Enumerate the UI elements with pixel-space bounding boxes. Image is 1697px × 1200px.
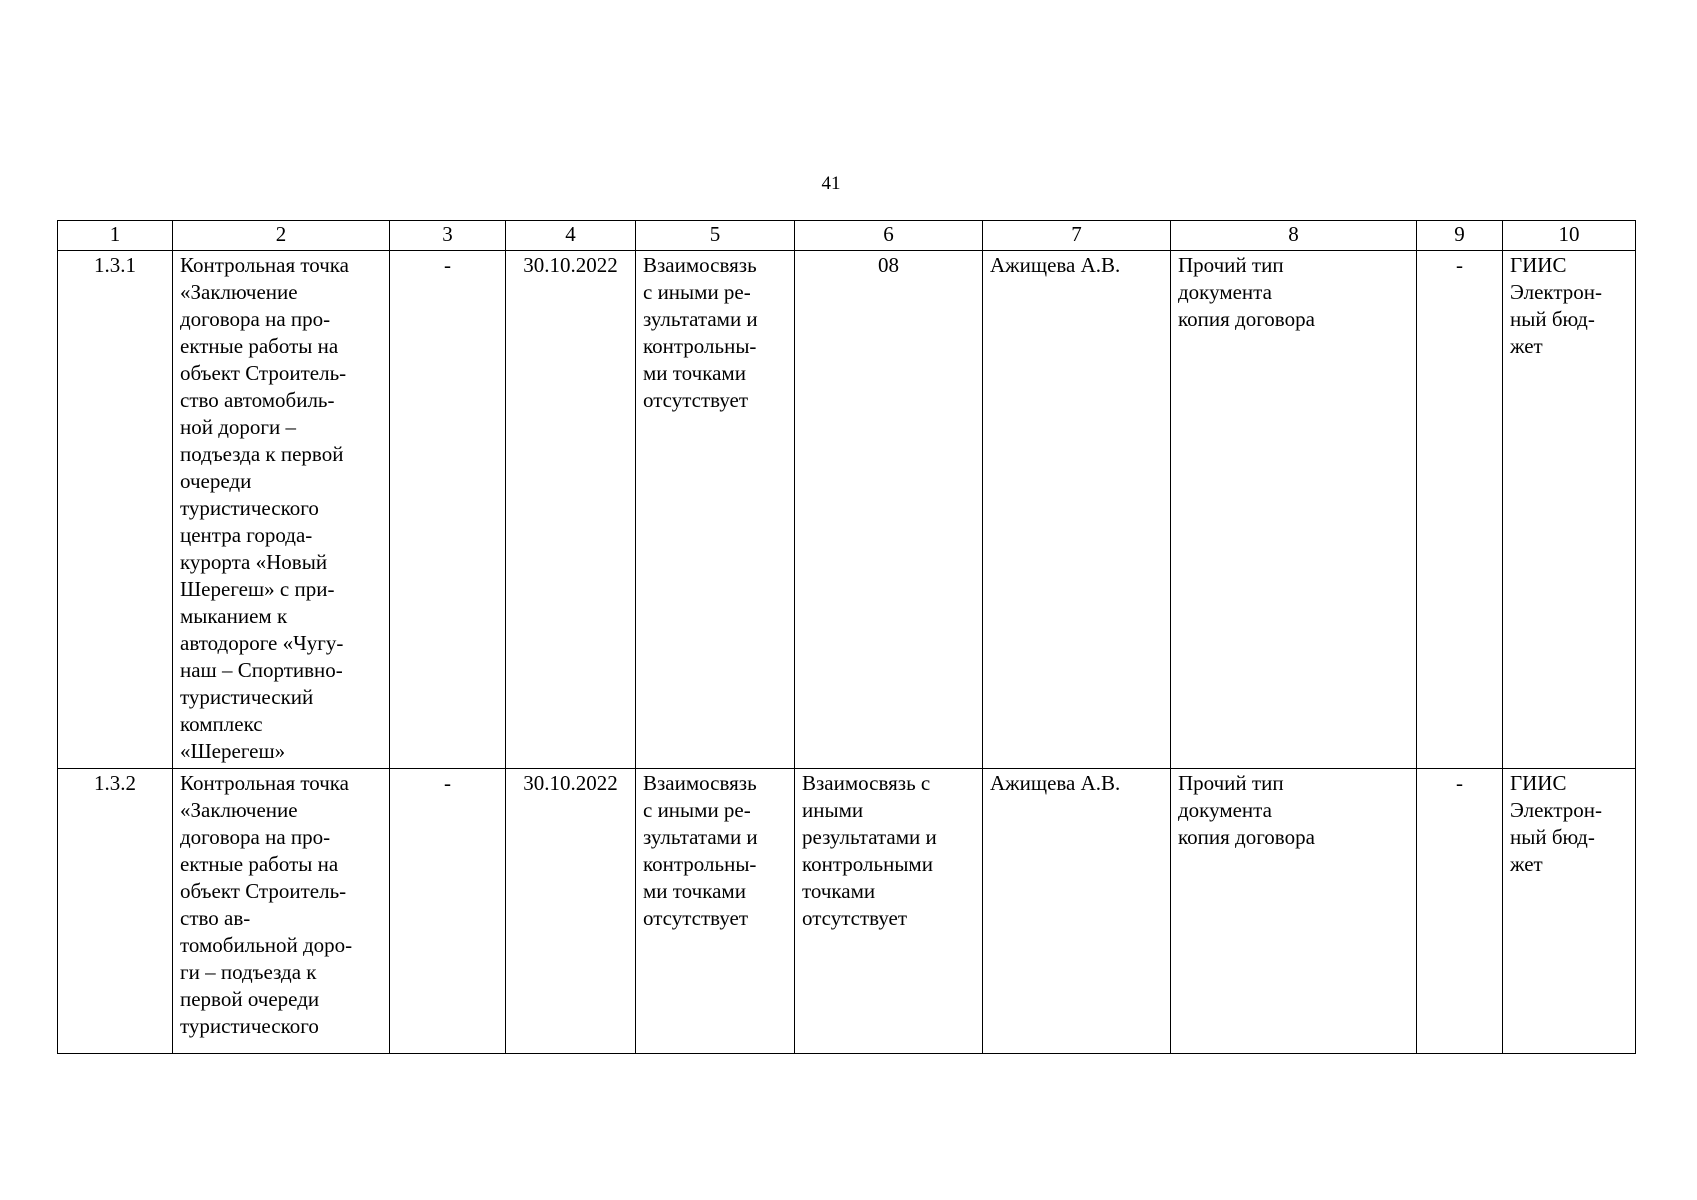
- column-header: 3: [390, 221, 506, 251]
- column-header: 7: [983, 221, 1171, 251]
- page-number: 41: [821, 173, 841, 194]
- table-header-row: [58, 221, 1636, 251]
- relation-cell: Взаимосвязь с иными ре- зультатами и контрольны- ми точками отсутствует: [636, 251, 795, 769]
- column-6-cell: Взаимосвязь с иными результатами и контрольными точками отсутствует: [795, 769, 983, 1054]
- document-type-cell: Прочий тип документа копия договора: [1171, 251, 1417, 769]
- table-row: [58, 251, 1636, 769]
- column-header: 1: [58, 221, 173, 251]
- column-header: 6: [795, 221, 983, 251]
- control-point-name-cell: Контрольная точка «Заключение договора на про- ектные работы на объект Строитель- ство автомобиль- ной дороги – подъезда к первой очереди туристического центра города- курорта «Новый Шерегеш» с при- мыканием к автодороге «Чугу- наш – Спортивно- туристический комплекс «Шерегеш»: [173, 251, 390, 769]
- plan-table: [57, 220, 1636, 1054]
- relation-cell: Взаимосвязь с иными ре- зультатами и контрольны- ми точками отсутствует: [636, 769, 795, 1054]
- date-cell: 30.10.2022: [506, 769, 636, 1054]
- responsible-cell: Ажищева А.В.: [983, 769, 1171, 1054]
- information-system-cell: ГИИС Электрон- ный бюд- жет: [1503, 769, 1636, 1054]
- table-row: [58, 769, 1636, 1054]
- column-header: 4: [506, 221, 636, 251]
- column-header: 2: [173, 221, 390, 251]
- column-header: 10: [1503, 221, 1636, 251]
- column-3-cell: -: [390, 769, 506, 1054]
- row-number-cell: 1.3.1: [58, 251, 173, 769]
- date-cell: 30.10.2022: [506, 251, 636, 769]
- column-6-cell: 08: [795, 251, 983, 769]
- information-system-cell: ГИИС Электрон- ный бюд- жет: [1503, 251, 1636, 769]
- column-9-cell: -: [1417, 769, 1503, 1054]
- column-header: 9: [1417, 221, 1503, 251]
- control-point-name-cell: Контрольная точка «Заключение договора на про- ектные работы на объект Строитель- ство ав- томобильной доро- ги – подъезда к первой очереди туристического: [173, 769, 390, 1054]
- column-9-cell: -: [1417, 251, 1503, 769]
- column-header: 8: [1171, 221, 1417, 251]
- responsible-cell: Ажищева А.В.: [983, 251, 1171, 769]
- column-3-cell: -: [390, 251, 506, 769]
- row-number-cell: 1.3.2: [58, 769, 173, 1054]
- document-type-cell: Прочий тип документа копия договора: [1171, 769, 1417, 1054]
- column-header: 5: [636, 221, 795, 251]
